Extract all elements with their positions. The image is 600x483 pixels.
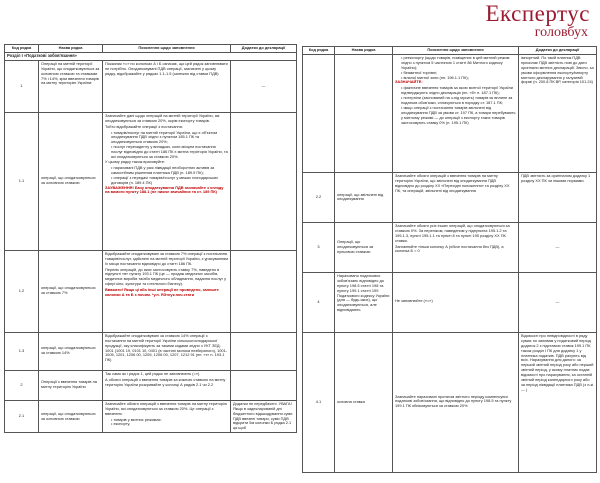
header-explain: Пояснення щодо заповнення [103,45,231,53]
left-header-row [5,45,297,53]
header-name: Назва рядка [39,45,103,53]
row-name [335,54,393,172]
row-name: Нараховано податкових зобов'язань відповідно до пункту 198.5 статті 198 та пункту 199.1 статті 199 Податкового кодексу України (для — будь-яких), що оподатковуються, але відповідають [335,272,393,332]
row-text: • безмитної торгівлі; [401,69,438,75]
table-row [5,60,297,112]
row-explain [103,250,231,332]
row-code: 1.3 [5,332,39,370]
row-text: Показник «=» по колонках А і Б означає, що цей рядок заповнювати не потрібно. Оподатковувані ПДВ операції, зазначені у цьому рядку, відображайте у рядках 1.1-1.5 (залежно від ставки ПДВ) [105,60,228,76]
header-code: Код рядка [303,47,335,55]
row-text: • послуг нерезиденту у випадках, коли місцем постачання послуг відповідно до статті 186 ПК є митна територія України, та які оподатковуються за ставкою 20%. [111,144,228,160]
row-text: Тобто відображайте операції з постачання: [105,123,183,129]
row-text: Не заповнюйте («=») [395,298,433,304]
row-explain [393,54,519,172]
table-row [303,54,597,172]
row-text: • вільної митної зони (пп. 196.1.1 ПК); [401,74,469,80]
row-code: 3 [303,222,335,272]
row-code: 2 [5,370,39,400]
row-code: 4.1 [303,332,335,472]
table-row [5,400,297,432]
row-text: • товарів/послуг на митній території України, що є об'єктом оподаткування ПДВ згідно з пунктом 185.1 ПК та оподатковуються ставкою 20%; [111,129,218,145]
row-text: • якщо операції з постачання товарів звільнені від оподаткування ПДВ за умови ст. 197 ПК, а товари перебувають у митному режимі — до операції з експорту таких товарів застосовують ставку 0% (п. 195.1 ПК) [401,104,516,125]
row-explain [393,272,519,332]
row-name: Операції на митній території України, що оподатковуються за основною ставкою та ставками 7% і 14%, крім ввезення товарів на митну територію України: [39,60,103,112]
row-text: • експорту, [111,421,131,427]
table-row [5,370,297,400]
row-text: • фактичне ввезення товарів за якою митної території України підтверджують згідно декларація (пп. «б» п. 187.1 ПК); [401,85,513,96]
right-header-row [303,47,597,55]
row-text: • потерпіли (заснований на з-під мусить) товарів як вплине за податков обов'язки, сплачуються в порядку ст. 187.1 ПК; [401,95,513,106]
row-text: Зазначайте обсяги операцій з ввезення товарів на митну територію України, які оподатковуються за ставкою 20%. Це операції з ввезення: [105,400,227,416]
row-explain [103,332,231,370]
row-append: Додатки не передбачені. УВАГА! Якщо в задекларованій дні бюджетного відшкодування суми ПДВ ввезені товари, суми ПДВ відкрити 5м колонки Б рядка 2.1 ця щоб [231,400,297,432]
row-explain [103,400,231,432]
row-name: основна ставка [335,332,393,472]
row-text: Зазначайте обсяги операцій з ввезення товарів на митну територію України, що звільнені від оподаткування ПДВ відповідно до розділу XX «Перехідні положення» та розділу XX ПК, та операцій, звільнені від оподаткування [395,172,510,193]
row-text: Зазначайте обсяги усіх інших операцій, що оподатковуються за ставкою 0%. За переліком, наведеним у підпунктах 195.1.2 та 195.1.3, пункті 195.1.1 та пункті 8 та пункті 195 розділу XX ПК ставки. [395,222,510,243]
row-text: Заповнюйте тільки колонку А (обсяг постачання без ПДВ), а колонка Б = 0 [395,243,504,254]
row-append: — [519,222,597,272]
row-code [303,54,335,172]
row-explain [393,172,519,222]
row-text: ЗАЗНАЧАЙТЕ: [395,79,423,85]
row-code: 1.1 [5,112,39,250]
row-code: 1.2 [5,250,39,332]
right-declaration-table [302,46,597,473]
header-code: Код рядка [5,45,39,53]
row-code: 2.2 [303,172,335,222]
row-text: • реекспорту (щодо товарів, поміщених в цей митний режим згідно з пунктом 5 частиною 1 статті 86 Митного кодексу України); [401,54,510,70]
row-append [231,332,297,370]
row-append [231,370,297,400]
row-name: Операції з ввезення товарів на митну територію України [39,370,103,400]
row-code: 2.1 [5,400,39,432]
right-table-container [302,46,596,473]
row-name: операції, що оподатковуються за ставкою 14% [39,332,103,370]
table-row [303,272,597,332]
row-text: А обсяги операцій з ввезення товарів за кожною ставкою на митну територію України розкривайте у колонці А рядків 2.1 чи 2.2 [105,376,226,387]
table-row [303,172,597,222]
row-text: Зазначайте дані щодо операцій на митній території України, які оподатковуються за ставкою 20%, окрім експорту товарів. [105,112,220,123]
row-text: У цьому рядку також враховуйте: [105,158,165,164]
row-append: імпортний. По такій платник ПДВ присилає ПДВ звітність нові до дати оригінали митних декларацій. Звісно, за умови оформлення експорту/імпорту митного декларування у галузевій формі (п. 200.8 ПК ВР, категорія 101.24) [519,54,597,172]
table-row [303,332,597,472]
table-row [5,332,297,370]
row-append: ПДВ звітність за оригіналом додатку 1 розділу XX ПК чи іншими нормами [519,172,597,222]
row-append [231,250,297,332]
row-text: Відображайте оподатковувані за ставкою 14% операції з постачання на митній території України сільськогосподарської продукції, яку класифікують за такими кодами згідно з УКТ ЗЕД: 1001 (1001 19, 0101 10, 0401 (в частині молока незбираного), 1001-1005, 1201, 1206 00, 1205, 1206 00, 1207, 1212 91 (пп. «г» п. 193.1 ПК) [105,332,228,363]
row-append: — [519,272,597,332]
row-name: операції, що оподатковуються за основною ставкою [39,400,103,432]
brand-name: Експертус [485,1,590,26]
row-code: 4 [303,272,335,332]
brand-logo [440,2,590,40]
row-explain [393,332,519,472]
row-name: Операції, що оподатковуються за нульовою ставкою [335,222,393,272]
row-text: Так само як і рядок 1, цей рядок не заповнюють (=»). [105,370,201,376]
header-explain: Пояснення щодо заповнення [393,47,519,55]
table-row [303,222,597,272]
row-explain [103,60,231,112]
header-append: Додатки до декларації [519,47,597,55]
row-name: операції, що оподатковуються за основною ставкою [39,112,103,250]
row-code: 1 [5,60,39,112]
row-text: ЗАУВАЖЕННЯ! Базу оподаткування ПДВ зазначайте з огляду на вимоги пункту 188.1 (не нижче звичайних та ст. 189 ПК) [105,184,224,195]
row-text: Вважати! Якщо ці або інші операції не проведено, залиште колонки А та Б з почим. *у.п. ЯЗтнук.поч.стати [105,287,219,298]
row-append: — [231,60,297,112]
row-text: • операції з передачі товарів/послуг у межах господарських договорів (п. 189.4 ПК) [111,174,218,185]
left-declaration-table [4,44,297,433]
row-text: • товарів у митних режимах: [111,416,162,422]
row-text: Зазначайте нараховані протягом звітного періоду компенсуючі податкові зобов'язання, що відповідно до пункту 198.5 та пункту 199.1 ПК обліковуються за ставкою 20% [395,393,512,409]
row-name: операції, що оподатковуються за ставкою 7% [39,250,103,332]
row-explain [103,112,231,250]
row-text: Перелік операцій, до яких застосовують ставку 7%, наведено в підпункті «в» пункту 193.1 ПК (це — продаж медичних засобів, медичних виробів та/або медичного обладнання, надання послуг у сфері кіно, культури та готельного бізнесу). [105,266,227,287]
row-name: операції, що звільнені від оподаткування [335,172,393,222]
row-explain [393,222,519,272]
row-append: Відомості про невідповідності в ряду сумах по заливам у податковий період додаток 2 з підставою ставок 199.1 ПК також розділ І ПК для додатку 1 у платника податків. ПДВ рахують від всіх. Нарахування для даного: за перший звітний період року або перший звітний період, у якому платник подає відомості про нарахування; за останній звітний період календарного року або за період ліквідації платника ПДВ (з л-кі — ) [519,332,597,472]
row-append [231,112,297,250]
left-table-container [4,44,296,433]
section-row [5,52,297,60]
table-row [5,250,297,332]
section-title: Розділ I «Податкові зобов'язання» [5,52,297,60]
brand-subtitle: головбух [534,25,588,40]
header-name: Назва рядка [335,47,393,55]
table-row [5,112,297,250]
row-text: • нараховані ПДВ у разі ліквідації необоротних активів за самостійним рішенням платника ПДВ (п. 189.9 ПК); [111,164,215,175]
row-text: Відображайте оподатковувані за ставкою 7% операції з постачання товарів/послуг, здійснені на митній території України, з урахуванням їх місця постачання відповідно до статті 186 ПК. [105,250,228,266]
header-append: Додатки до декларації [231,45,297,53]
row-explain [103,370,231,400]
